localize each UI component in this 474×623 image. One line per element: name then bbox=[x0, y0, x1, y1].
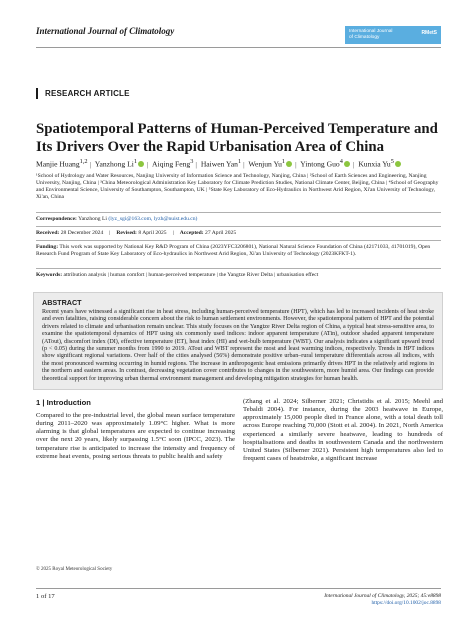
orcid-icon[interactable] bbox=[286, 161, 292, 167]
body-text-left-column: Compared to the pre-industrial level, the global mean surface temperature during 2011–2020 was approximately 1.09°C higher. What is more alarming is that global temperatures are expected to continue increasing over the next 20 years, likely surpassing 1.5°C soon (IPCC, 2023). The temperature rise is anticipated to increase the intensity and frequency of extreme heat events, posing serious threats to public health and safety bbox=[36, 412, 235, 460]
abstract-box bbox=[33, 292, 443, 390]
journal-name: International Journal of Climatology bbox=[36, 26, 175, 36]
received-date: 28 December 2024 bbox=[60, 230, 104, 236]
correspondence-email-link[interactable]: (lyz_sgi@163.com, lyzh@nuist.edu.cn) bbox=[108, 216, 198, 222]
author-affiliation-mark: 1 bbox=[237, 158, 242, 165]
author-name[interactable]: Kunxia Yu bbox=[358, 159, 391, 169]
doi-link[interactable]: https://doi.org/10.1002/joc.8898 bbox=[371, 599, 441, 606]
keywords-label: Keywords: bbox=[36, 272, 63, 278]
footer-journal-citation: International Journal of Climatology, 2025; 45:e8898 bbox=[324, 593, 441, 599]
badge-line2: of Climatology bbox=[349, 34, 380, 40]
author-list: Manjie Huang$^{1,2}$ | Yanzhong Li$^1$ | Aiqing Feng$^3$ | Haiwen Yan$^1$ | Wenjun Yu$^1$ | Yintong Guo$^4$ | Kunxia Yu$^5$ bbox=[36, 158, 402, 169]
author-name[interactable]: Yintong Guo bbox=[300, 159, 340, 169]
meta-divider bbox=[36, 268, 441, 269]
abstract-text: Recent years have witnessed a significant rise in heat stress, including human-perceived temperature (HPT), which has led to increased incidents of heat stroke and even fatalities, raising considerable concern about the risk to human settlement environments. However, the spatiotemporal pattern of HPT and the potential drivers related to climate and urbanisation remain unclear. This study focuses on the Yangtze River Delta region of China, a typical heat stress-sensitive area, to examine the spatiotemporal dynamics of HPT using six commonly used indices: indoor apparent temperature (ATin), outdoor shaded apparent temperature (ATout), discomfort index (DI), effective temperature (ET), heat index (HI) and wet-bulb temperature (WBT). Our analysis indicates a significant upward trend (p < 0.05) during the summer months from 1990 to 2019. ATout and WBT represent the most and least warming indices, respectively. Trends in HPT indices show significant regional variations. Over half of the cities analysed (56%) demonstrate positive urban–rural temperature differentials across all indices, with the most pronounced warming occurring in humid regions. The increase in anthropogenic heat emissions primarily drives HPT in the relatively arid regions in the northern and eastern areas. In contrast, decreasing vegetation cover contributes to changes in the southwestern, more humid area. Our findings can provide theoretical support for improving urban thermal environment management and developing mitigation strategies for human health. bbox=[42, 309, 434, 382]
author-affiliation-mark: 3 bbox=[190, 158, 194, 165]
author-name[interactable]: Manjie Huang bbox=[36, 159, 80, 169]
author-affiliation-mark: 1 bbox=[281, 158, 286, 165]
funding-statement bbox=[36, 244, 446, 258]
author-affiliation-mark: 5 bbox=[390, 158, 394, 165]
author-name[interactable]: Haiwen Yan bbox=[200, 159, 238, 169]
article-dates: Received: 28 December 2024 | Revised: 8 April 2025 | Accepted: 27 April 2025 bbox=[36, 230, 237, 236]
affiliations: ¹School of Hydrology and Water Resources, Nanjing University of Information Science and Technology, Nanjing, China | ²School of Earth Sciences and Engineering, Nanjing University, Nanjing, China | ³China Meteorological Administration Key Laboratory for Climate Prediction Studies, National Climate Center, Beijing, China | ⁴School of Geography and Environmental Science, University of Southampton, Southampton, UK | ⁵State Key Laboratory of Eco-Hydraulics in Northwest Arid Region, Xi'an University of Technology, Xi'an, China bbox=[36, 173, 439, 200]
orcid-icon[interactable] bbox=[395, 161, 401, 167]
article-title: Spatiotemporal Patterns of Human-Perceived Temperature and Its Drivers Over the Rapid Urbanisation Area of China bbox=[36, 121, 438, 155]
meta-divider bbox=[36, 240, 441, 241]
publisher-logo: RMetS bbox=[421, 30, 437, 36]
meta-divider-top bbox=[36, 212, 441, 213]
body-text-right-column: (Zhang et al. 2024; Silberner 2021; Christidis et al. 2015; Meehl and Tebaldi 2004). For instance, during the 2003 heatwave in Europe, approximately 15,000 people died in France alone, with a total death toll across Europe reaching 70,000 (Stott et al. 2004). In 2021, North America experienced a similarly severe heatwave, leading to hundreds of hospitalisations and deaths in southwestern Canada and the northwestern United States (Silberner 2021). Persistent high temperatures also led to frequent cases of heatstroke, a significant increase bbox=[243, 398, 443, 463]
revised-label: Revised: bbox=[116, 230, 137, 236]
received-label: Received: bbox=[36, 230, 60, 236]
keywords bbox=[36, 272, 446, 279]
copyright-notice: © 2025 Royal Meteorological Society bbox=[36, 567, 113, 572]
correspondence-label: Correspondence: bbox=[36, 216, 77, 222]
author-affiliation-mark: 4 bbox=[339, 158, 343, 165]
author-affiliation-mark: 1 bbox=[133, 158, 138, 165]
keywords-text: attribution analysis | human comfort | human-perceived temperature | the Yangtze River Delta | urbanisation effect bbox=[63, 272, 319, 278]
correspondence bbox=[36, 216, 446, 223]
badge-line1: International Journal bbox=[349, 29, 393, 34]
correspondence-name: Yanzhong Li bbox=[78, 216, 107, 222]
article-type: RESEARCH ARTICLE bbox=[36, 88, 130, 99]
author-name[interactable]: Yanzhong Li bbox=[94, 159, 134, 169]
abstract-heading: ABSTRACT bbox=[42, 298, 82, 307]
header-divider bbox=[36, 47, 441, 48]
page-number: 1 of 17 bbox=[36, 593, 55, 600]
funding-label: Funding: bbox=[36, 244, 59, 250]
section-heading-introduction: 1 | Introduction bbox=[36, 398, 91, 407]
author-name[interactable]: Wenjun Yu bbox=[248, 159, 282, 169]
orcid-icon[interactable] bbox=[138, 161, 144, 167]
footer-citation bbox=[324, 593, 441, 607]
revised-date: 8 April 2025 bbox=[138, 230, 167, 236]
meta-divider bbox=[36, 226, 441, 227]
author-affiliation-mark: 1,2 bbox=[79, 158, 88, 165]
journal-badge[interactable] bbox=[345, 26, 441, 44]
accepted-date: 27 April 2025 bbox=[205, 230, 237, 236]
orcid-icon[interactable] bbox=[344, 161, 350, 167]
accepted-label: Accepted: bbox=[179, 230, 204, 236]
footer-divider bbox=[36, 588, 441, 589]
author-name[interactable]: Aiqing Feng bbox=[152, 159, 191, 169]
funding-text: This work was supported by National Key R&D Program of China (2023YFC3206801), National Natural Science Foundation of China (42171033, 41701019), Open Research Fund Program of State Key Laboratory of Eco-hydraulics in Northwest Arid Region, Xi'an University of Technology (2023KFKT-1). bbox=[36, 244, 431, 257]
